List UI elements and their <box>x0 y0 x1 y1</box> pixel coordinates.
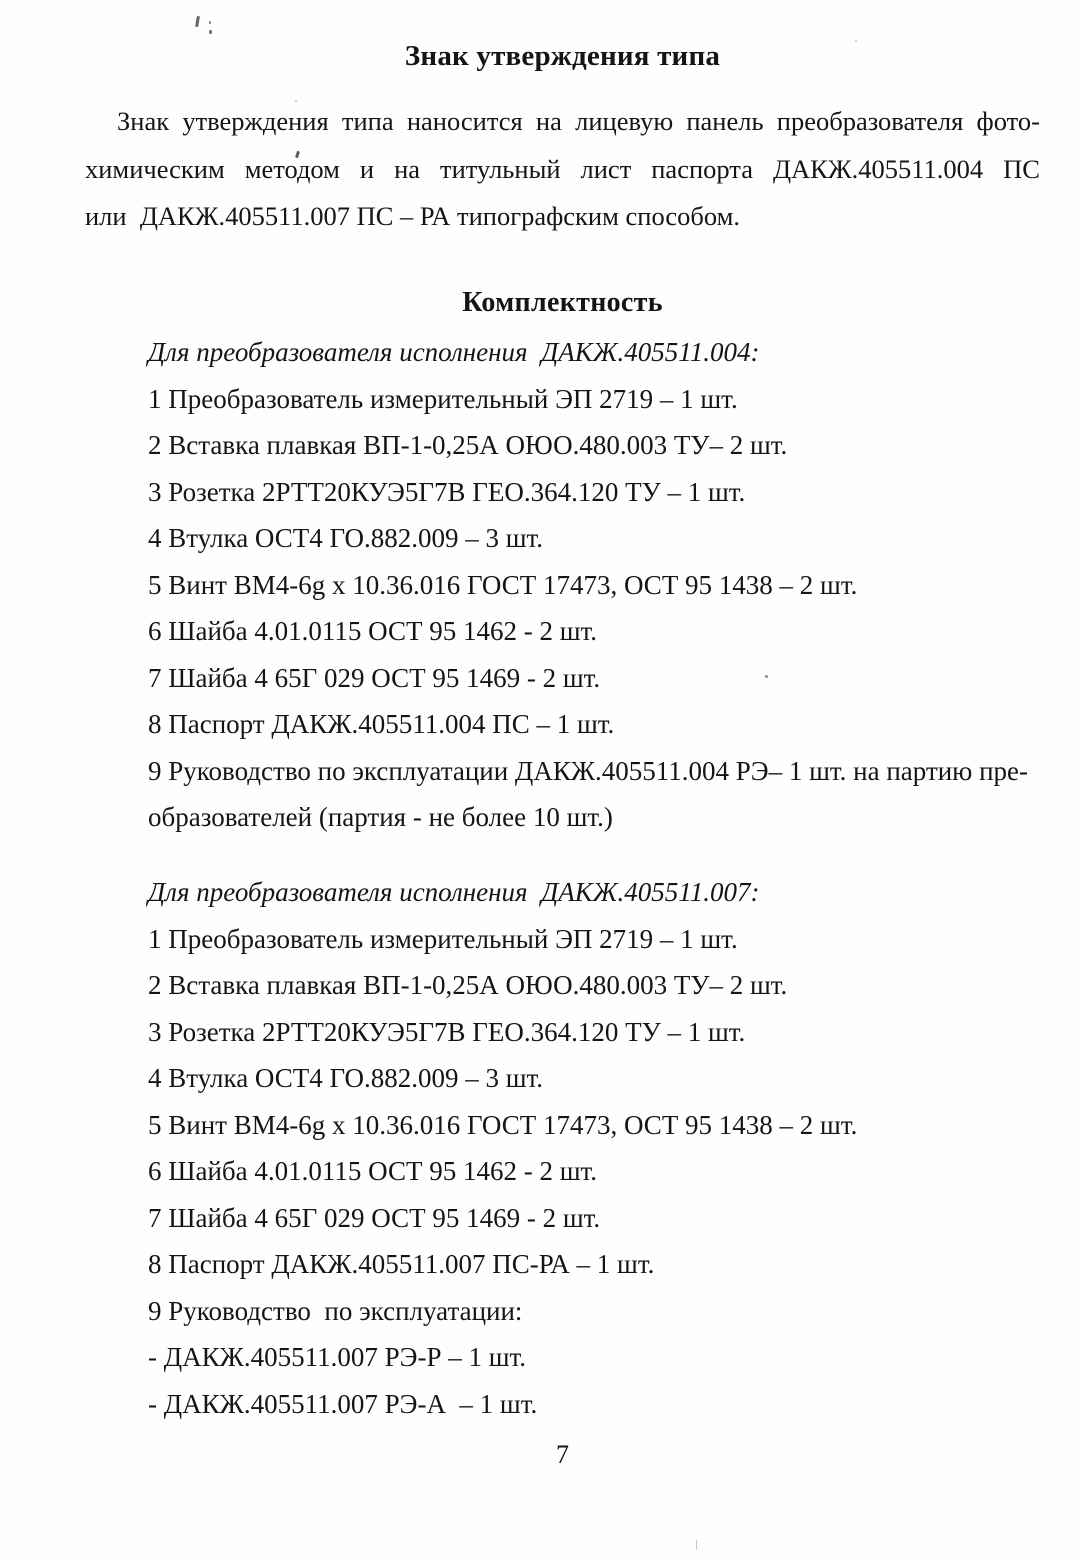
scan-artifact <box>696 1540 697 1550</box>
list-item: 7 Шайба 4 65Г 029 ОСТ 95 1469 - 2 шт. <box>148 662 601 693</box>
kit-list-007 <box>148 869 1078 1427</box>
kit-list-intro: Для преобразователя исполнения ДАКЖ.405511.004: <box>148 337 760 367</box>
page-title: Знак утверждения типа <box>404 40 721 72</box>
paragraph-line: или ДАКЖ.405511.007 ПС – РА типографским способом. <box>85 201 740 231</box>
scan-artifact <box>209 21 211 24</box>
list-item: 4 Втулка ОСТ4 ГО.882.009 – 3 шт. <box>148 1063 544 1093</box>
list-item: 2 Вставка плавкая ВП-1-0,25А ОЮО.480.003 ТУ– 2 шт. <box>148 430 788 460</box>
list-item: 6 Шайба 4.01.0115 ОСТ 95 1462 - 2 шт. <box>148 616 598 646</box>
list-item: 8 Паспорт ДАКЖ.405511.007 ПС-РА – 1 шт. <box>148 1249 655 1279</box>
list-item: 3 Розетка 2РТТ20КУЭ5Г7В ГЕО.364.120 ТУ – 1 шт. <box>148 476 746 507</box>
list-item: 4 Втулка ОСТ4 ГО.882.009 – 3 шт. <box>148 523 544 553</box>
list-item: 9 Руководство по эксплуатации ДАКЖ.405511.004 РЭ– 1 шт. на партию пре- <box>148 755 1029 786</box>
list-item: 5 Винт ВМ4-6g х 10.36.016 ГОСТ 17473, ОСТ 95 1438 – 2 шт. <box>148 1109 858 1140</box>
list-item: 3 Розетка 2РТТ20КУЭ5Г7В ГЕО.364.120 ТУ – 1 шт. <box>148 1016 746 1047</box>
paragraph-line: химическим методом и на титульный лист паспорта ДАКЖ.405511.004 ПС <box>85 153 1040 184</box>
section-heading: Комплектность <box>462 287 663 318</box>
list-item: 8 Паспорт ДАКЖ.405511.004 ПС – 1 шт. <box>148 709 615 739</box>
list-item: 6 Шайба 4.01.0115 ОСТ 95 1462 - 2 шт. <box>148 1156 598 1186</box>
list-item-continuation: образователей (партия - не более 10 шт.) <box>148 802 613 832</box>
list-item: 5 Винт ВМ4-6g х 10.36.016 ГОСТ 17473, ОСТ 95 1438 – 2 шт. <box>148 569 858 600</box>
scan-artifact <box>209 30 212 34</box>
list-item-dash: - ДАКЖ.405511.007 РЭ-Р – 1 шт. <box>148 1342 527 1372</box>
list-item: 9 Руководство по эксплуатации: <box>148 1295 523 1326</box>
page-number: 7 <box>556 1440 569 1469</box>
list-item: 1 Преобразователь измерительный ЭП 2719 – 1 шт. <box>148 383 738 414</box>
kit-list-intro: Для преобразователя исполнения ДАКЖ.405511.007: <box>148 877 760 907</box>
scan-artifact <box>195 16 200 27</box>
intro-paragraph <box>85 98 1040 241</box>
list-item-dash: - ДАКЖ.405511.007 РЭ-А – 1 шт. <box>148 1388 538 1419</box>
list-item: 2 Вставка плавкая ВП-1-0,25А ОЮО.480.003 ТУ– 2 шт. <box>148 970 788 1000</box>
list-item: 1 Преобразователь измерительный ЭП 2719 – 1 шт. <box>148 923 738 954</box>
kit-list-004 <box>148 329 1078 841</box>
paragraph-line: Знак утверждения типа наносится на лицевую панель преобразователя фото- <box>117 106 1040 136</box>
list-item: 7 Шайба 4 65Г 029 ОСТ 95 1469 - 2 шт. <box>148 1202 601 1233</box>
